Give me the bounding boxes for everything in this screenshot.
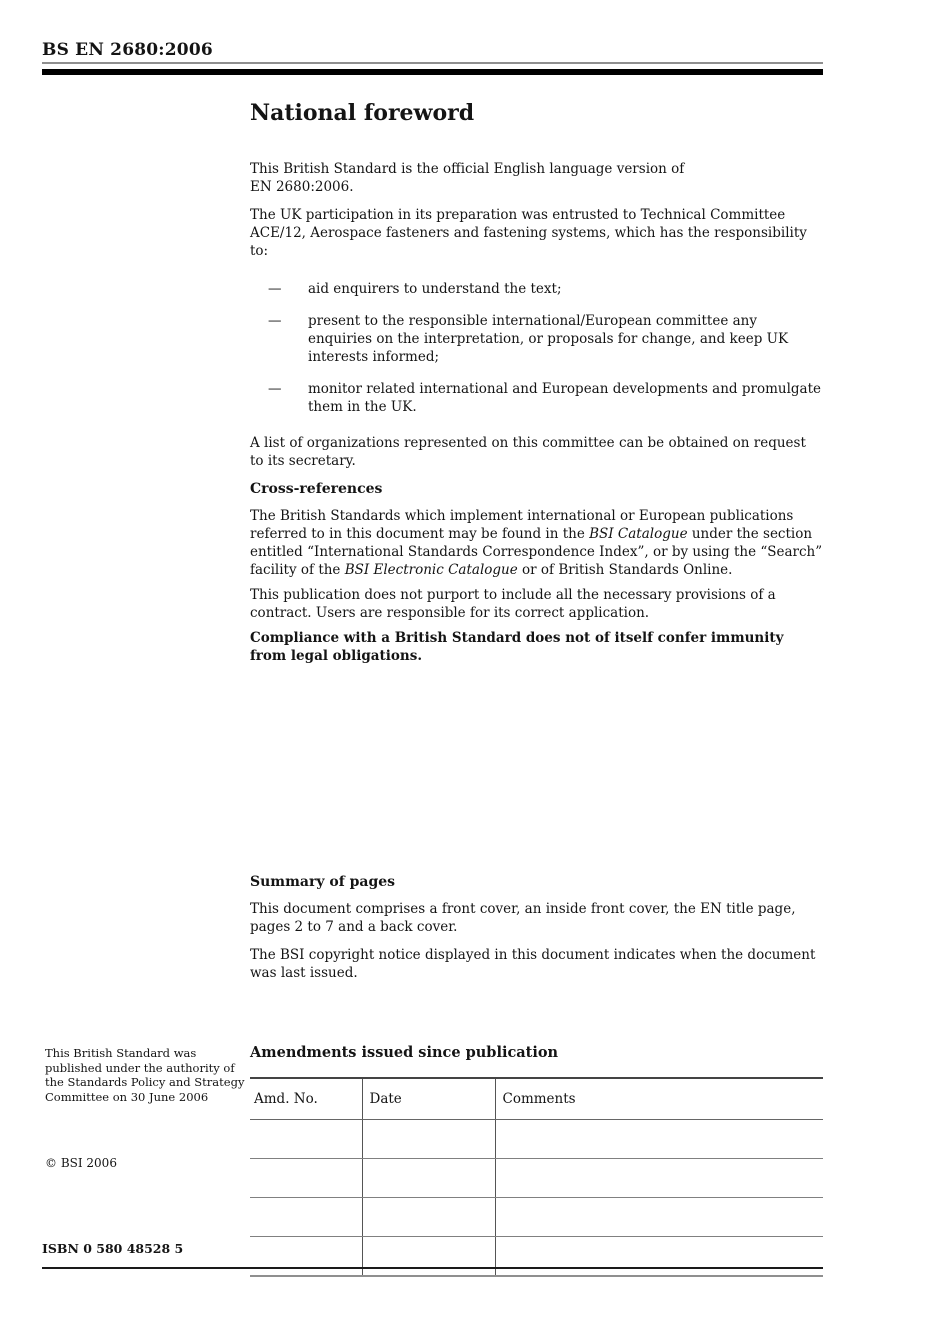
table-cell [250,1120,362,1159]
list-item [250,280,823,298]
table-cell [362,1198,495,1237]
foreword-content [250,100,823,992]
table-cell [495,1120,823,1159]
table-cell [495,1159,823,1198]
paragraph-segment: The British Standards which implement international or European publications referred to in this document may be found in the [250,508,794,542]
list-item-text: present to the responsible international/European committee any enquiries on the interpretation, or proposals for change, and keep UK interests informed; [308,313,789,365]
paragraph-line: EN 2680:2006. [250,179,354,195]
italic-bsi-catalogue: BSI Catalogue [589,526,688,542]
paragraph-copyright-notice-info: The BSI copyright notice displayed in this document indicates when the document was last issued. [250,947,816,981]
table-row [250,1198,823,1237]
header-rule-thick [42,69,823,75]
table-header-amd-no: Amd. No. [250,1078,362,1120]
list-item [250,380,823,416]
paragraph-segment: under the section entitled “International Standards Correspondence Index”, or by using the “Search” facility of the [250,526,823,578]
paragraph-organizations: A list of organizations represented on this committee can be obtained on request to its secretary. [250,435,806,469]
page-title: National foreword [250,100,475,126]
table-row [250,1120,823,1159]
table-cell [250,1159,362,1198]
list-item-text: monitor related international and European developments and promulgate them in the UK. [308,381,821,415]
responsibility-list [250,280,823,416]
list-item [250,312,823,366]
paragraph-compliance-notice: Compliance with a British Standard does not of itself confer immunity from legal obligations. [250,630,784,664]
isbn: ISBN 0 580 48528 5 [42,1241,184,1256]
table-cell [495,1198,823,1237]
table-cell [250,1237,362,1277]
paragraph-line: This British Standard is the official English language version of [250,161,685,177]
amendments-heading: Amendments issued since publication [250,1044,559,1061]
dash-marker: — [268,281,282,297]
dash-marker: — [268,381,282,397]
italic-bsi-electronic-catalogue: BSI Electronic Catalogue [344,562,518,578]
document-number: BS EN 2680:2006 [42,40,213,60]
summary-of-pages-heading: Summary of pages [250,874,396,890]
table-header-date: Date [362,1078,495,1120]
paragraph-document-comprises: This document comprises a front cover, an inside front cover, the EN title page, pages 2 to 7 and a back cover. [250,901,796,935]
table-cell [362,1237,495,1277]
cross-references-heading: Cross-references [250,481,383,497]
paragraph-cross-references [250,507,823,579]
amendments-table [250,1077,823,1277]
paragraph-official-version [250,160,823,196]
amendments-section [250,1044,823,1277]
table-cell [362,1120,495,1159]
dash-marker: — [268,313,282,329]
list-item-text: aid enquirers to understand the text; [308,281,562,297]
page-bottom-rule [42,1267,823,1269]
publication-note: This British Standard was published under the authority of the Standards Policy and Strategy Committee on 30 June 2006 [45,1046,245,1104]
table-row [250,1237,823,1277]
table-header-comments: Comments [495,1078,823,1120]
copyright-notice: © BSI 2006 [45,1156,117,1170]
paragraph-segment: or of British Standards Online. [517,562,733,578]
header-rule-thin [42,62,823,64]
paragraph-publication-disclaimer: This publication does not purport to include all the necessary provisions of a contract. Users are responsible for its correct application. [250,587,776,621]
table-cell [362,1159,495,1198]
table-cell [495,1237,823,1277]
table-row [250,1159,823,1198]
paragraph-uk-participation: The UK participation in its preparation was entrusted to Technical Committee ACE/12, Aerospace fasteners and fastening systems, which has the responsibility to: [250,207,807,259]
table-header-row [250,1078,823,1120]
table-cell [250,1198,362,1237]
